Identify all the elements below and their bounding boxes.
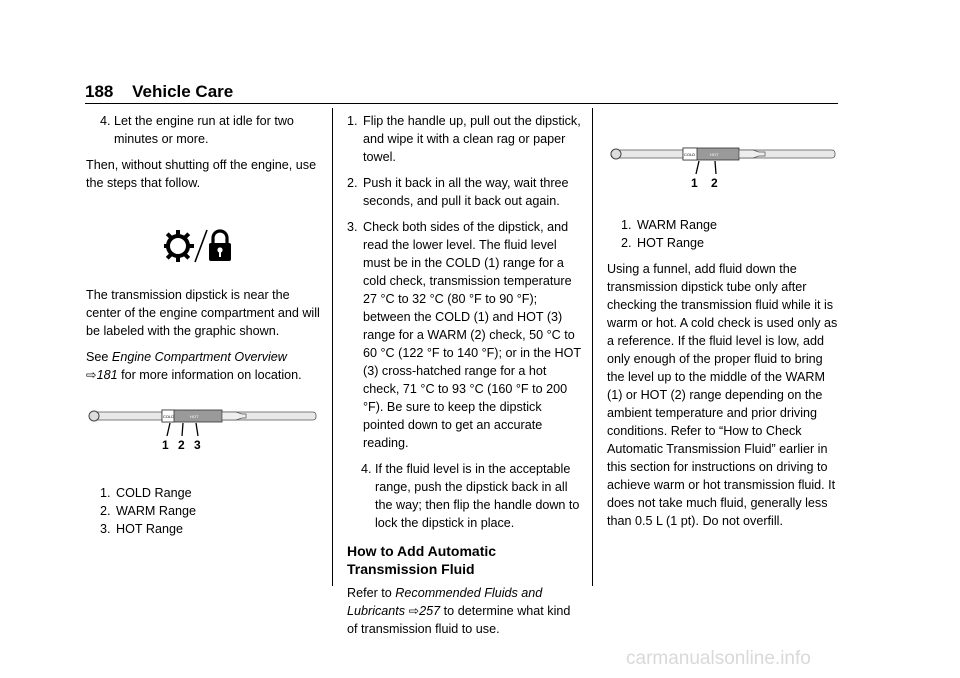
- column-1: [86, 112, 320, 538]
- section-title: Vehicle Care: [132, 82, 234, 101]
- list-item: 3. HOT Range: [100, 522, 183, 536]
- gear-lock-icon: [164, 226, 244, 266]
- fig-label-2: 2: [711, 176, 718, 190]
- refer-prefix: Refer to: [347, 586, 396, 600]
- gear-lock-graphic: [86, 200, 320, 286]
- step-2: 2. Push it back in all the way, wait three seconds, and pull it back out again.: [347, 176, 569, 208]
- column-2: [347, 112, 581, 646]
- step-number: 4.: [99, 114, 111, 128]
- list-item: 2. WARM Range: [100, 504, 197, 518]
- list-item: 2. HOT Range: [621, 236, 704, 250]
- paragraph-add-fluid: Using a funnel, add fluid down the transmission dipstick tube only after checking the transmission fluid while it is warm or hot. A cold check is used only as a reference. If the fluid level is low, add only enough of the proper fluid to bring the level up to the middle of the WARM (1) or HOT (2) range depending on the ambient temperature and prior driving conditions. Refer to “How to Check Automatic Transmission Fluid” earlier in this section for instructions on driving to achieve warm or hot transmission fluid. It does not take much fluid, generally less than 0.5 L (1 pt). Do not overfill.: [607, 262, 838, 528]
- see-suffix: for more information on location.: [117, 368, 302, 382]
- dipstick-figure-1: [86, 406, 320, 484]
- section-heading: How to Add Automatic Transmission Fluid: [347, 543, 497, 577]
- column-divider-2: [592, 108, 593, 586]
- step-1: 1. Flip the handle up, pull out the dipstick, and wipe it with a clean rag or paper towel.: [347, 114, 581, 164]
- watermark: carmanualsonline.info: [626, 648, 811, 669]
- see-prefix: See: [86, 350, 112, 364]
- step-4: 4. If the fluid level is in the acceptable range, push the dipstick back in all the way; then flip the handle down to lock the dipstick in place.: [360, 462, 580, 530]
- paragraph-see: [86, 348, 320, 384]
- tag-cold: COLD: [684, 152, 696, 157]
- fig-label-2: 2: [178, 438, 185, 452]
- fig-label-1: 1: [691, 176, 698, 190]
- fig-label-1: 1: [162, 438, 169, 452]
- gear-icon: [164, 230, 194, 262]
- column-3: [607, 112, 839, 538]
- lock-icon: [209, 231, 231, 261]
- legend-list-1: [86, 484, 320, 538]
- refer-suffix: to determine what kind of transmission fluid to use.: [347, 604, 571, 636]
- paragraph-then: Then, without shutting off the engine, use the steps that follow.: [86, 158, 317, 190]
- tag-hot: HOT: [190, 414, 199, 419]
- arrow-icon: ⇨: [86, 368, 97, 382]
- see-page[interactable]: 181: [96, 368, 118, 382]
- header-rule: [85, 103, 838, 104]
- refer-ref-link[interactable]: Recommended Fluids and Lubricants: [347, 586, 543, 618]
- list-item: 1. WARM Range: [621, 218, 718, 232]
- page-header: [85, 82, 233, 102]
- tag-cold: COLD: [163, 414, 175, 419]
- paragraph-dipstick-location: The transmission dipstick is near the center of the engine compartment and will be labeled with the graphic shown.: [86, 288, 320, 338]
- legend-list-2: [607, 216, 839, 252]
- column-divider-1: [332, 108, 333, 586]
- page-number: 188: [85, 82, 114, 101]
- step-3: 3. Check both sides of the dipstick, and read the lower level. The fluid level must be in the COLD (1) range for a cold check, transmission temperature 27 °C to 32 °C (80 °F to 90 °F); between the COLD (1) and HOT (3) range for a WARM (2) check, 50 °C to 60 °C (122 °F to 140 °F); or in the HOT (3) cross-hatched range for a hot check, 71 °C to 93 °C (160 °F to 200 °F). Be sure to keep the dipstick pointed down to get an accurate reading.: [347, 220, 581, 450]
- arrow-icon: ⇨: [408, 604, 420, 618]
- step-text: Let the engine run at idle for two minutes or more.: [114, 114, 294, 146]
- dipstick-illustration: [86, 406, 320, 464]
- dipstick-figure-2: [607, 112, 839, 216]
- see-ref-link[interactable]: Engine Compartment Overview: [111, 350, 287, 364]
- refer-page[interactable]: 257: [419, 604, 441, 618]
- tag-hot: HOT: [710, 152, 719, 157]
- fig-label-3: 3: [194, 438, 201, 452]
- list-item: 1. COLD Range: [100, 486, 192, 500]
- paragraph-refer: [347, 584, 581, 638]
- step-4: [86, 112, 320, 148]
- dipstick-illustration: [607, 136, 839, 216]
